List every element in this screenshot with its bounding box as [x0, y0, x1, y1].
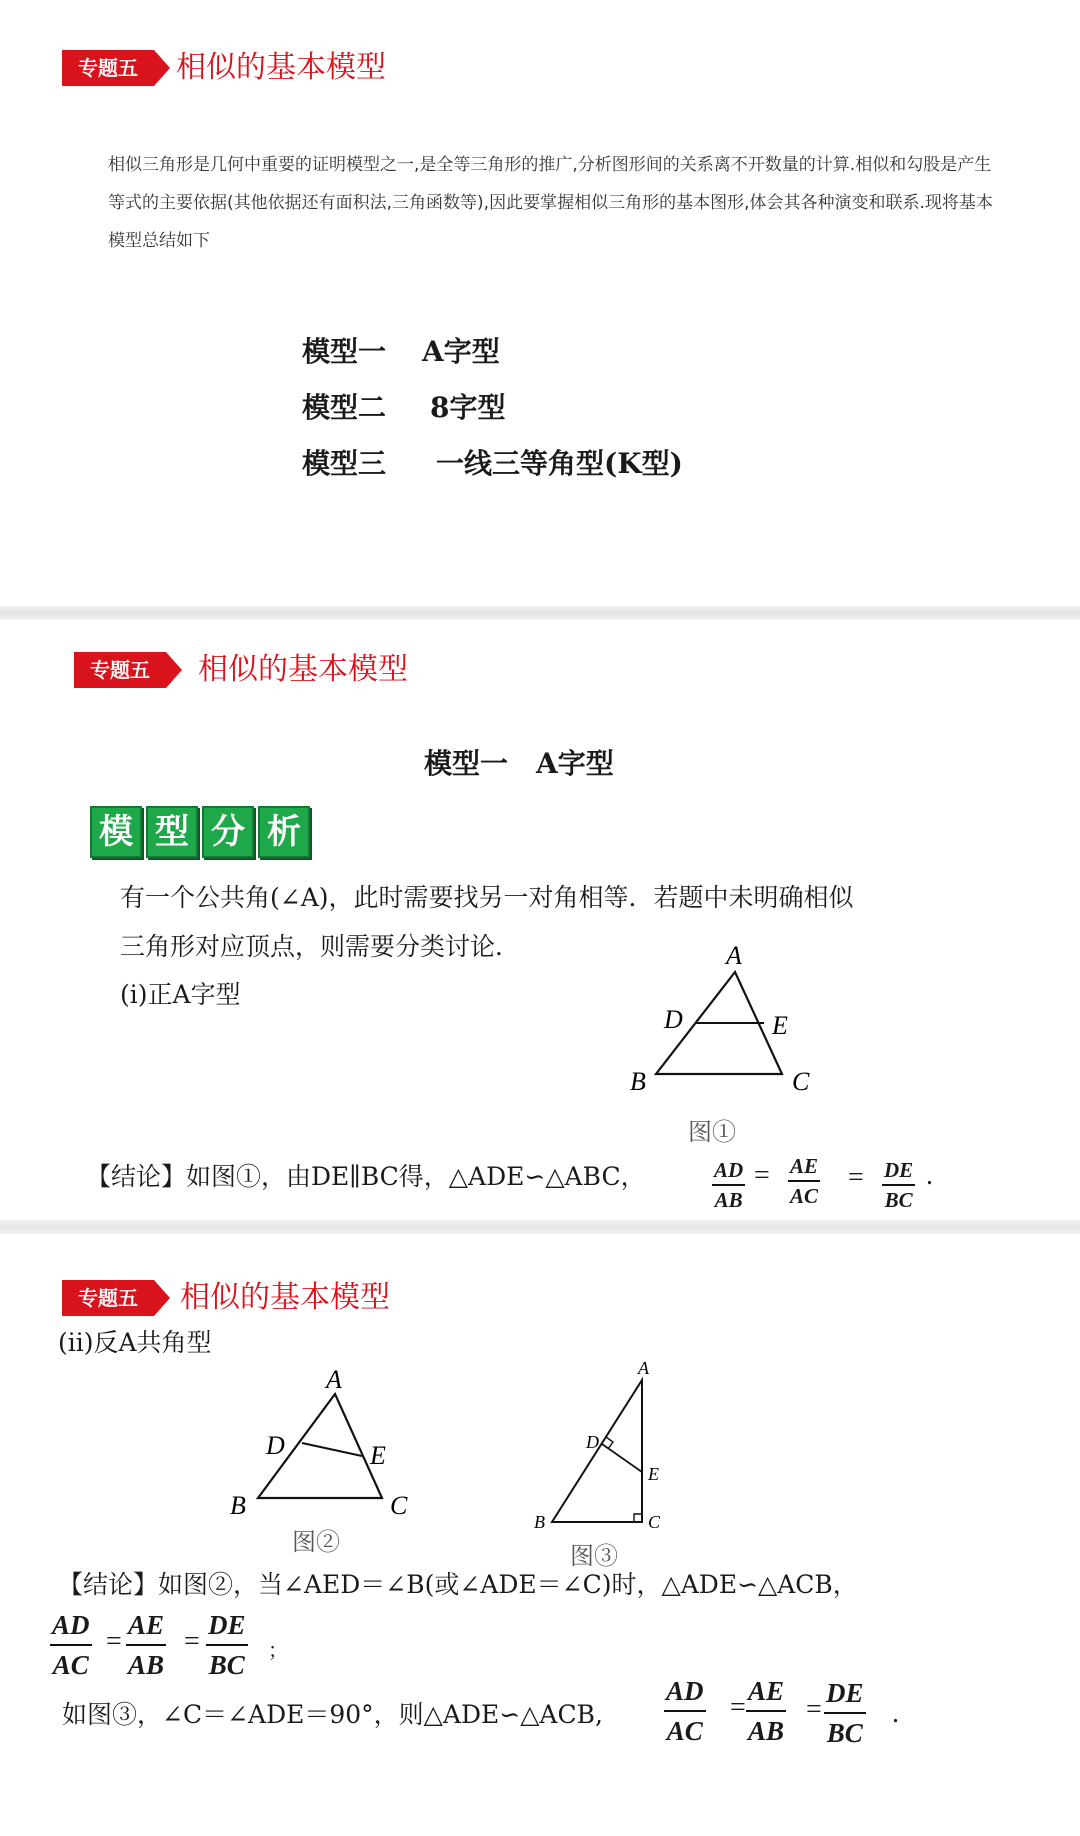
analysis-char: 型	[146, 806, 198, 858]
period: .	[926, 1160, 933, 1191]
fraction-numerator: DE	[206, 1606, 248, 1646]
model-1-name: 模型一	[302, 335, 387, 368]
fraction-ae-ac	[788, 1152, 820, 1210]
figure-3	[524, 1356, 684, 1536]
fig1-label-a: A	[726, 941, 742, 970]
intro-paragraph: 相似三角形是几何中重要的证明模型之一,是全等三角形的推广,分析图形间的关系离不开数量的计算.相似和勾股是产生等式的主要依据(其他依据还有面积法,三角函数等),因此要掌握相似三角形的基本图形,体会其各种演变和联系.现将基本模型总结如下	[108, 155, 993, 251]
model-1-heading: 模型一 A字型	[424, 747, 614, 780]
analysis-line-1: 有一个公共角(∠A)，此时需要找另一对角相等．若题中未明确相似	[120, 883, 854, 912]
fig3-label-e: E	[648, 1464, 659, 1484]
fraction-numerator: DE	[882, 1156, 915, 1186]
equals-sign: =	[106, 1626, 122, 1657]
fig2-label-b: B	[230, 1491, 246, 1520]
equals-sign: =	[754, 1160, 770, 1191]
fraction-de-bc	[206, 1606, 248, 1684]
fraction-denominator: BC	[826, 1718, 863, 1748]
fraction-ad-ab	[712, 1156, 745, 1214]
fraction-denominator: AC	[666, 1716, 703, 1746]
equals-sign: =	[184, 1626, 200, 1657]
slide-1	[0, 0, 1080, 606]
topic-tag-label: 专题五	[62, 50, 154, 86]
analysis-char: 析	[258, 806, 310, 858]
fig2-label-c: C	[390, 1491, 408, 1520]
fig2-label-d: D	[266, 1431, 285, 1460]
conclusion-3: 如图③，∠C＝∠ADE＝90°，则△ADE∽△ACB,	[62, 1700, 603, 1729]
fraction-numerator: AE	[788, 1152, 820, 1182]
semicolon: ；	[268, 1640, 288, 1662]
fig2-caption: 图②	[292, 1528, 340, 1556]
fig1-label-d: D	[664, 1005, 683, 1034]
slide-separator-2	[0, 1220, 1080, 1234]
fraction-ad-ac	[664, 1672, 706, 1750]
slide-separator-1	[0, 606, 1080, 620]
fig1-label-c: C	[792, 1067, 810, 1096]
fraction-numerator: AE	[126, 1606, 166, 1646]
topic-tag-label: 专题五	[62, 1280, 154, 1316]
tag-arrow-icon	[166, 652, 182, 688]
tag-arrow-icon	[154, 50, 170, 86]
fig3-label-a: A	[638, 1358, 649, 1378]
model-3-title: 一线三等角型(K型)	[436, 447, 683, 480]
fig3-caption: 图③	[570, 1542, 618, 1570]
equals-sign: =	[848, 1162, 864, 1193]
fraction-denominator: AB	[748, 1716, 785, 1746]
topic-title: 相似的基本模型	[198, 652, 408, 687]
model-3-name: 模型三	[302, 447, 387, 480]
figure-2	[220, 1360, 420, 1530]
fraction-denominator: AC	[52, 1650, 89, 1680]
fraction-denominator: BC	[208, 1650, 245, 1680]
conclusion-2: 【结论】如图②，当∠AED＝∠B(或∠ADE＝∠C)时，△ADE∽△ACB，	[58, 1570, 858, 1599]
conclusion-1: 【结论】如图①，由DE∥BC得，△ADE∽△ABC，	[86, 1162, 646, 1191]
fig2-label-e: E	[370, 1441, 386, 1470]
fig3-label-b: B	[534, 1512, 545, 1532]
topic-title: 相似的基本模型	[176, 50, 386, 85]
fig3-label-c: C	[648, 1512, 661, 1532]
fig1-label-e: E	[772, 1011, 788, 1040]
equals-sign: =	[730, 1692, 746, 1723]
fig3-label-d: D	[586, 1432, 599, 1452]
analysis-line-2: 三角形对应顶点，则需要分类讨论．	[120, 932, 521, 961]
fraction-denominator: AB	[128, 1650, 165, 1680]
fraction-numerator: DE	[824, 1674, 866, 1714]
fig1-label-b: B	[630, 1067, 646, 1096]
fraction-denominator: BC	[884, 1188, 913, 1212]
analysis-char: 模	[90, 806, 142, 858]
fraction-de-bc	[882, 1156, 915, 1214]
model-2-title: 8字型	[430, 391, 506, 424]
case-2-label: (ⅱ)反A共角型	[58, 1328, 212, 1357]
case-1-label: (ⅰ)正A字型	[120, 980, 241, 1009]
model-analysis-badge	[90, 806, 314, 858]
fraction-numerator: AD	[50, 1606, 92, 1646]
topic-title: 相似的基本模型	[180, 1280, 390, 1315]
tag-arrow-icon	[154, 1280, 170, 1316]
model-1-title: A字型	[422, 335, 500, 368]
model-2-name: 模型二	[302, 391, 387, 424]
analysis-char: 分	[202, 806, 254, 858]
fraction-denominator: AB	[714, 1188, 743, 1212]
topic-tag-label: 专题五	[74, 652, 166, 688]
fraction-de-bc	[824, 1674, 866, 1752]
fraction-numerator: AE	[746, 1672, 786, 1712]
equals-sign: =	[806, 1694, 822, 1725]
fraction-numerator: AD	[712, 1156, 745, 1186]
fraction-ae-ab	[126, 1606, 166, 1684]
fraction-numerator: AD	[664, 1672, 706, 1712]
fig2-label-a: A	[326, 1365, 342, 1394]
fraction-denominator: AC	[790, 1184, 819, 1208]
fraction-ad-ac	[50, 1606, 92, 1684]
fraction-ae-ab	[746, 1672, 786, 1750]
period: .	[892, 1698, 899, 1729]
fig1-caption: 图①	[688, 1118, 736, 1146]
